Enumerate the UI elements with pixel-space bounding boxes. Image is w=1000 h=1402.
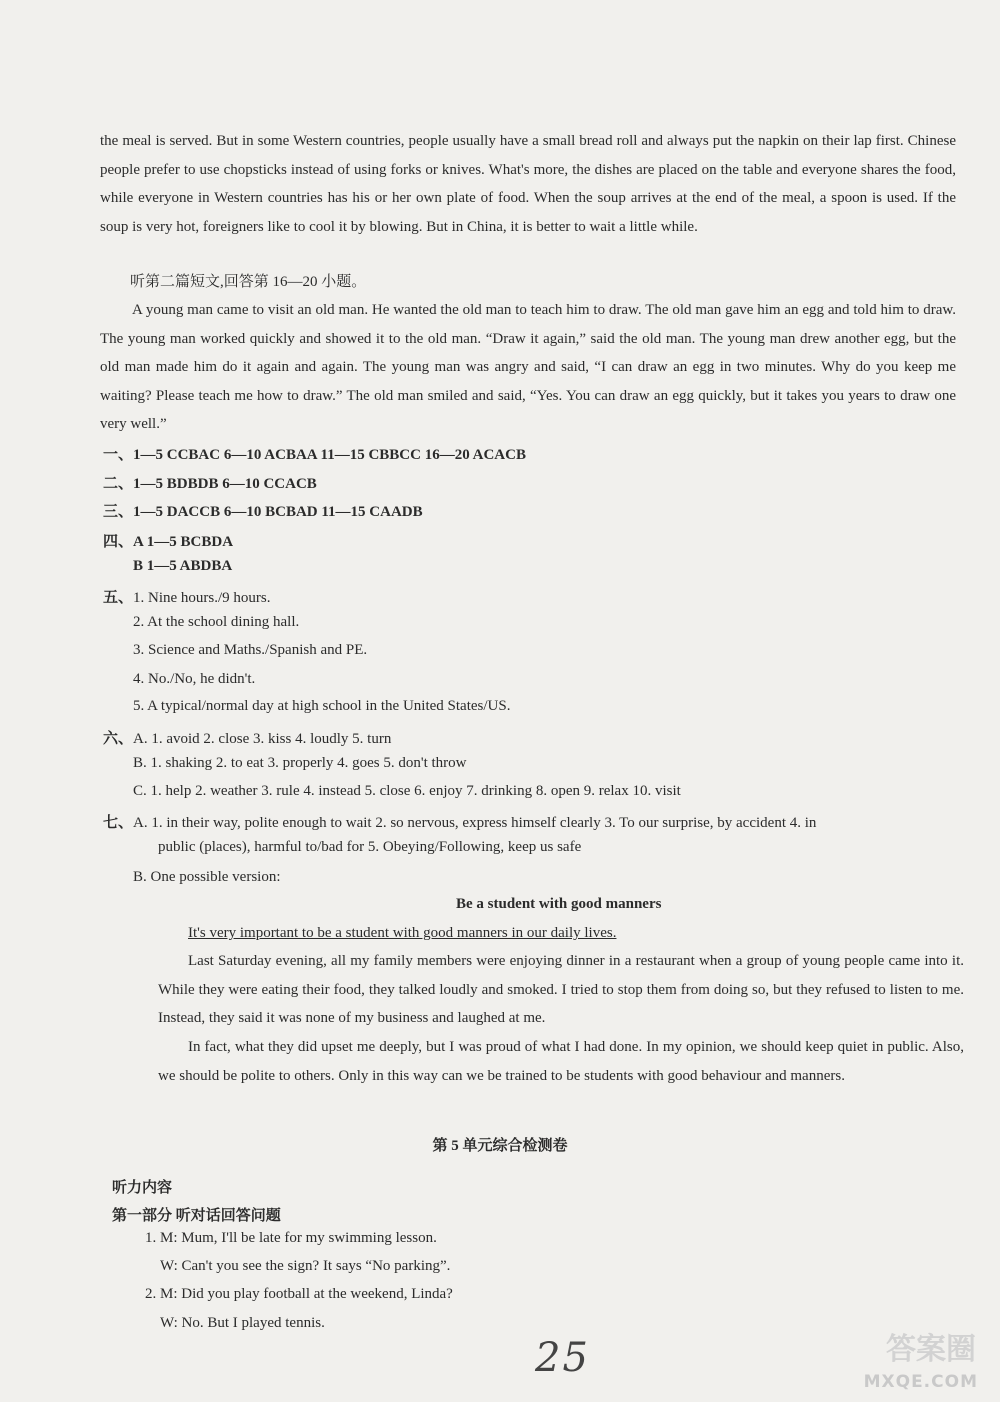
section-1-number: 一、 xyxy=(103,447,134,463)
watermark-site: MXQE.COM xyxy=(863,1372,978,1392)
answer-section-3 xyxy=(103,500,423,521)
essay-paragraph-2: In fact, what they did upset me deeply, but I was proud of what I had done. In my opinion, we should keep quiet in public. Also, we should be polite to others. Only in this way can we be trained to be students with good behaviour and manners. xyxy=(158,1039,964,1084)
section-2-number: 二、 xyxy=(103,476,134,492)
dialogue-1-woman: W: Can't you see the sign? It says “No parking”. xyxy=(160,1258,451,1274)
section-7-number: 七、 xyxy=(103,815,134,831)
answer-section-5 xyxy=(103,586,271,607)
section-1-answers: 1—5 CCBAC 6—10 ACBAA 11—15 CBBCC 16—20 ACACB xyxy=(133,447,526,463)
section-3-answers: 1—5 DACCB 6—10 BCBAD 11—15 CAADB xyxy=(133,504,423,520)
answer-section-2 xyxy=(103,472,317,493)
section-3-number: 三、 xyxy=(103,504,134,520)
section-7a-answers-line1: A. 1. in their way, polite enough to wait 2. so nervous, express himself clearly 3. To our surprise, by accident 4. in xyxy=(133,815,817,831)
answer-section-4a xyxy=(103,530,233,551)
passage1-text: the meal is served. But in some Western countries, people usually have a small bread roll and always put the napkin on their lap first. Chinese people prefer to use chopsticks instead of using forks or knives. What's more, the dishes are placed on the table and everyone shares the food, while everyone in Western countries has his or her own plate of food. When the soup arrives at the end of the meal, a spoon is used. If the soup is very hot, foreigners like to cool it by blowing. But in China, it is better to wait a little while. xyxy=(100,133,956,235)
essay-topic-sentence: It's very important to be a student with good manners in our daily lives. xyxy=(188,925,617,941)
section-4-number: 四、 xyxy=(103,534,134,550)
listening-content-label: 听力内容 xyxy=(112,1180,173,1196)
section-4a-answers: A 1—5 BCBDA xyxy=(133,534,234,550)
passage2-heading: 听第二篇短文,回答第 16—20 小题。 xyxy=(130,274,367,290)
page-number: 25 xyxy=(535,1335,590,1381)
section-5-number: 五、 xyxy=(103,590,134,606)
section-6b-answers: B. 1. shaking 2. to eat 3. properly 4. goes 5. don't throw xyxy=(133,755,467,771)
section-5-item-2: 2. At the school dining hall. xyxy=(133,614,300,630)
part1-label: 第一部分 听对话回答问题 xyxy=(112,1208,281,1224)
answer-section-1 xyxy=(103,443,526,464)
section-5-item-1: 1. Nine hours./9 hours. xyxy=(133,590,271,606)
answer-section-7 xyxy=(103,811,816,832)
essay-title: Be a student with good manners xyxy=(456,896,662,912)
section-2-answers: 1—5 BDBDB 6—10 CCACB xyxy=(133,476,317,492)
essay-paragraph-1: Last Saturday evening, all my family members were enjoying dinner in a restaurant when a group of young people came into it. While they were eating their food, they talked loudly and smoked. I tried to stop them from doing so, but they refused to listen to me. Instead, they said it was none of my business and laughed at me. xyxy=(158,953,964,1026)
unit5-title: 第 5 单元综合检测卷 xyxy=(432,1138,568,1154)
dialogue-2-woman: W: No. But I played tennis. xyxy=(160,1315,325,1331)
dialogue-2-man: 2. M: Did you play football at the weekend, Linda? xyxy=(145,1286,453,1302)
section-6a-answers: A. 1. avoid 2. close 3. kiss 4. loudly 5. turn xyxy=(133,731,392,747)
section-7a-answers-line2: public (places), harmful to/bad for 5. Obeying/Following, keep us safe xyxy=(158,839,582,855)
section-6c-answers: C. 1. help 2. weather 3. rule 4. instead 5. close 6. enjoy 7. drinking 8. open 9. relax 10. visit xyxy=(133,783,681,799)
watermark-logo: 答案圈 xyxy=(886,1332,976,1367)
section-5-item-4: 4. No./No, he didn't. xyxy=(133,671,256,687)
section-5-item-5: 5. A typical/normal day at high school in the United States/US. xyxy=(133,698,511,714)
section-5-item-3: 3. Science and Maths./Spanish and PE. xyxy=(133,642,368,658)
section-4b-answers: B 1—5 ABDBA xyxy=(133,558,233,574)
section-7b-label: B. One possible version: xyxy=(133,869,281,885)
answer-section-6 xyxy=(103,727,391,748)
passage2-text: A young man came to visit an old man. He wanted the old man to teach him to draw. The old man gave him an egg and told him to draw. The young man worked quickly and showed it to the old man. “Draw it again,” said the old man. The young man drew another egg, but the old man made him do it again and again. The young man was angry and said, “I can draw an egg in two minutes. Why do you keep me waiting? Please teach me how to draw.” The old man smiled and said, “Yes. You can draw an egg quickly, but it takes you years to draw one very well.” xyxy=(100,302,956,432)
section-6-number: 六、 xyxy=(103,731,134,747)
dialogue-1-man: 1. M: Mum, I'll be late for my swimming lesson. xyxy=(145,1230,437,1246)
